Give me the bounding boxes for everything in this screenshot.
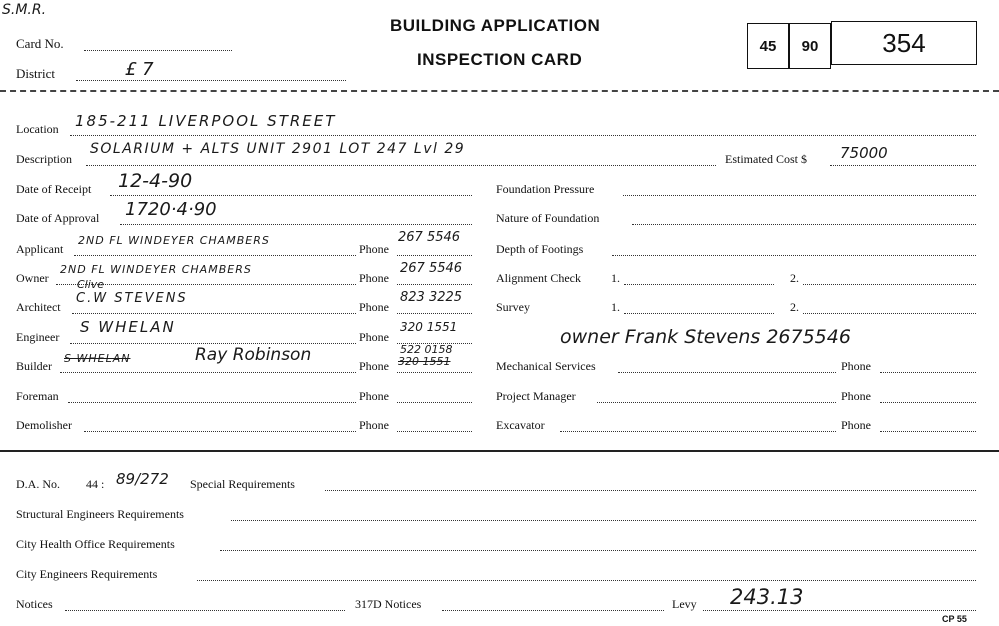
notices-317d-label: 317D Notices	[355, 597, 422, 611]
estimated-cost-label: Estimated Cost $	[725, 152, 807, 166]
mechanical-phone-line	[880, 372, 976, 373]
description-label: Description	[16, 152, 72, 166]
applicant-value: 2ND FL WINDEYER CHAMBERS	[78, 234, 270, 247]
levy-line	[703, 610, 976, 611]
builder-value-struck: S WHELAN	[64, 352, 131, 365]
foreman-phone-label: Phone	[359, 389, 389, 403]
date-approval-value: 1720·4·90	[125, 199, 217, 220]
survey-label: Survey	[496, 300, 530, 314]
structural-label: Structural Engineers Requirements	[16, 507, 184, 521]
builder-value: Ray Robinson	[195, 345, 312, 365]
card-number-box: 354	[831, 21, 977, 65]
mechanical-label: Mechanical Services	[496, 359, 596, 373]
engineer-value: S WHELAN	[80, 318, 176, 336]
nature-foundation-label: Nature of Foundation	[496, 211, 600, 225]
da-value: 89/272	[116, 470, 169, 488]
project-manager-line	[597, 402, 836, 403]
mechanical-phone-label: Phone	[841, 359, 871, 373]
levy-label: Levy	[672, 597, 697, 611]
health-label: City Health Office Requirements	[16, 537, 175, 551]
owner-label: Owner	[16, 271, 49, 285]
engineers-line	[197, 580, 976, 581]
structural-line	[231, 520, 976, 521]
health-line	[220, 550, 976, 551]
alignment-line-1	[624, 284, 774, 285]
builder-phone-label: Phone	[359, 359, 389, 373]
card-no-label: Card No.	[16, 36, 64, 51]
architect-line	[72, 313, 356, 314]
architect-label: Architect	[16, 300, 61, 314]
estimated-cost-line	[830, 165, 976, 166]
notices-317d-line	[442, 610, 664, 611]
description-value: SOLARIUM + ALTS UNIT 2901 LOT 247 Lvl 29	[90, 141, 466, 157]
date-approval-label: Date of Approval	[16, 211, 100, 225]
survey-line-1	[624, 313, 774, 314]
description-line	[86, 165, 716, 166]
foreman-label: Foreman	[16, 389, 59, 403]
applicant-phone-value: 267 5546	[398, 230, 461, 245]
owner-phone-line	[397, 284, 472, 285]
code-box-90: 90	[789, 23, 831, 69]
location-line	[70, 135, 976, 136]
excavator-phone-label: Phone	[841, 418, 871, 432]
applicant-phone-label: Phone	[359, 242, 389, 256]
applicant-phone-line	[397, 255, 472, 256]
district-line	[76, 80, 346, 81]
title-line1: BUILDING APPLICATION	[390, 16, 601, 35]
builder-line	[60, 372, 356, 373]
owner-phone-label: Phone	[359, 271, 389, 285]
excavator-label: Excavator	[496, 418, 545, 432]
demolisher-line	[84, 431, 356, 432]
nature-foundation-line	[632, 224, 976, 225]
alignment-n1: 1.	[611, 271, 620, 285]
location-label: Location	[16, 122, 59, 136]
alignment-line-2	[803, 284, 976, 285]
date-receipt-value: 12-4-90	[118, 170, 193, 192]
form-code: CP 55	[942, 614, 967, 624]
foundation-pressure-label: Foundation Pressure	[496, 182, 595, 196]
code-box-45: 45	[747, 23, 789, 69]
applicant-line	[74, 255, 356, 256]
builder-phone-value: 522 0158	[400, 343, 453, 356]
section-divider	[0, 450, 999, 452]
project-manager-phone-line	[880, 402, 976, 403]
district-label: District	[16, 66, 55, 81]
engineers-label: City Engineers Requirements	[16, 567, 158, 581]
foundation-pressure-line	[623, 195, 976, 196]
levy-value: 243.13	[730, 585, 804, 609]
engineer-line	[70, 343, 356, 344]
special-requirements-label: Special Requirements	[190, 477, 295, 491]
district-value: £ 7	[125, 59, 154, 80]
special-requirements-line	[325, 490, 976, 491]
owner-value: 2ND FL WINDEYER CHAMBERS	[60, 263, 252, 276]
initials: S.M.R.	[2, 2, 47, 18]
demolisher-phone-label: Phone	[359, 418, 389, 432]
demolisher-phone-line	[397, 431, 472, 432]
location-value: 185-211 LIVERPOOL STREET	[75, 112, 337, 130]
owner-note: owner Frank Stevens 2675546	[560, 326, 851, 348]
architect-phone-line	[397, 313, 472, 314]
survey-n1: 1.	[611, 300, 620, 314]
survey-line-2	[803, 313, 976, 314]
excavator-phone-line	[880, 431, 976, 432]
da-prefix: 44 :	[86, 477, 105, 491]
builder-label: Builder	[16, 359, 52, 373]
project-manager-label: Project Manager	[496, 389, 576, 403]
alignment-check-label: Alignment Check	[496, 271, 581, 285]
date-approval-line	[120, 224, 472, 225]
notices-label: Notices	[16, 597, 53, 611]
card-no-line	[84, 50, 232, 51]
engineer-phone-label: Phone	[359, 330, 389, 344]
applicant-label: Applicant	[16, 242, 64, 256]
owner-phone-value: 267 5546	[400, 261, 463, 276]
builder-phone-struck: 320 1551	[398, 355, 451, 368]
da-label: D.A. No.	[16, 477, 60, 491]
date-receipt-label: Date of Receipt	[16, 182, 92, 196]
notices-line	[65, 610, 345, 611]
architect-phone-value: 823 3225	[400, 290, 463, 305]
foreman-line	[68, 402, 356, 403]
mechanical-line	[618, 372, 836, 373]
depth-footings-label: Depth of Footings	[496, 242, 584, 256]
architect-value-top: Clive	[77, 278, 105, 291]
alignment-n2: 2.	[790, 271, 799, 285]
project-manager-phone-label: Phone	[841, 389, 871, 403]
date-receipt-line	[110, 195, 472, 196]
title-line2: INSPECTION CARD	[417, 50, 583, 69]
builder-phone-line	[397, 372, 472, 373]
engineer-label: Engineer	[16, 330, 60, 344]
excavator-line	[560, 431, 836, 432]
architect-phone-label: Phone	[359, 300, 389, 314]
architect-value: C.W STEVENS	[76, 291, 188, 306]
foreman-phone-line	[397, 402, 472, 403]
survey-n2: 2.	[790, 300, 799, 314]
estimated-cost-value: 75000	[840, 144, 888, 162]
demolisher-label: Demolisher	[16, 418, 72, 432]
depth-footings-line	[612, 255, 976, 256]
engineer-phone-value: 320 1551	[400, 320, 458, 334]
header-divider	[0, 90, 999, 92]
